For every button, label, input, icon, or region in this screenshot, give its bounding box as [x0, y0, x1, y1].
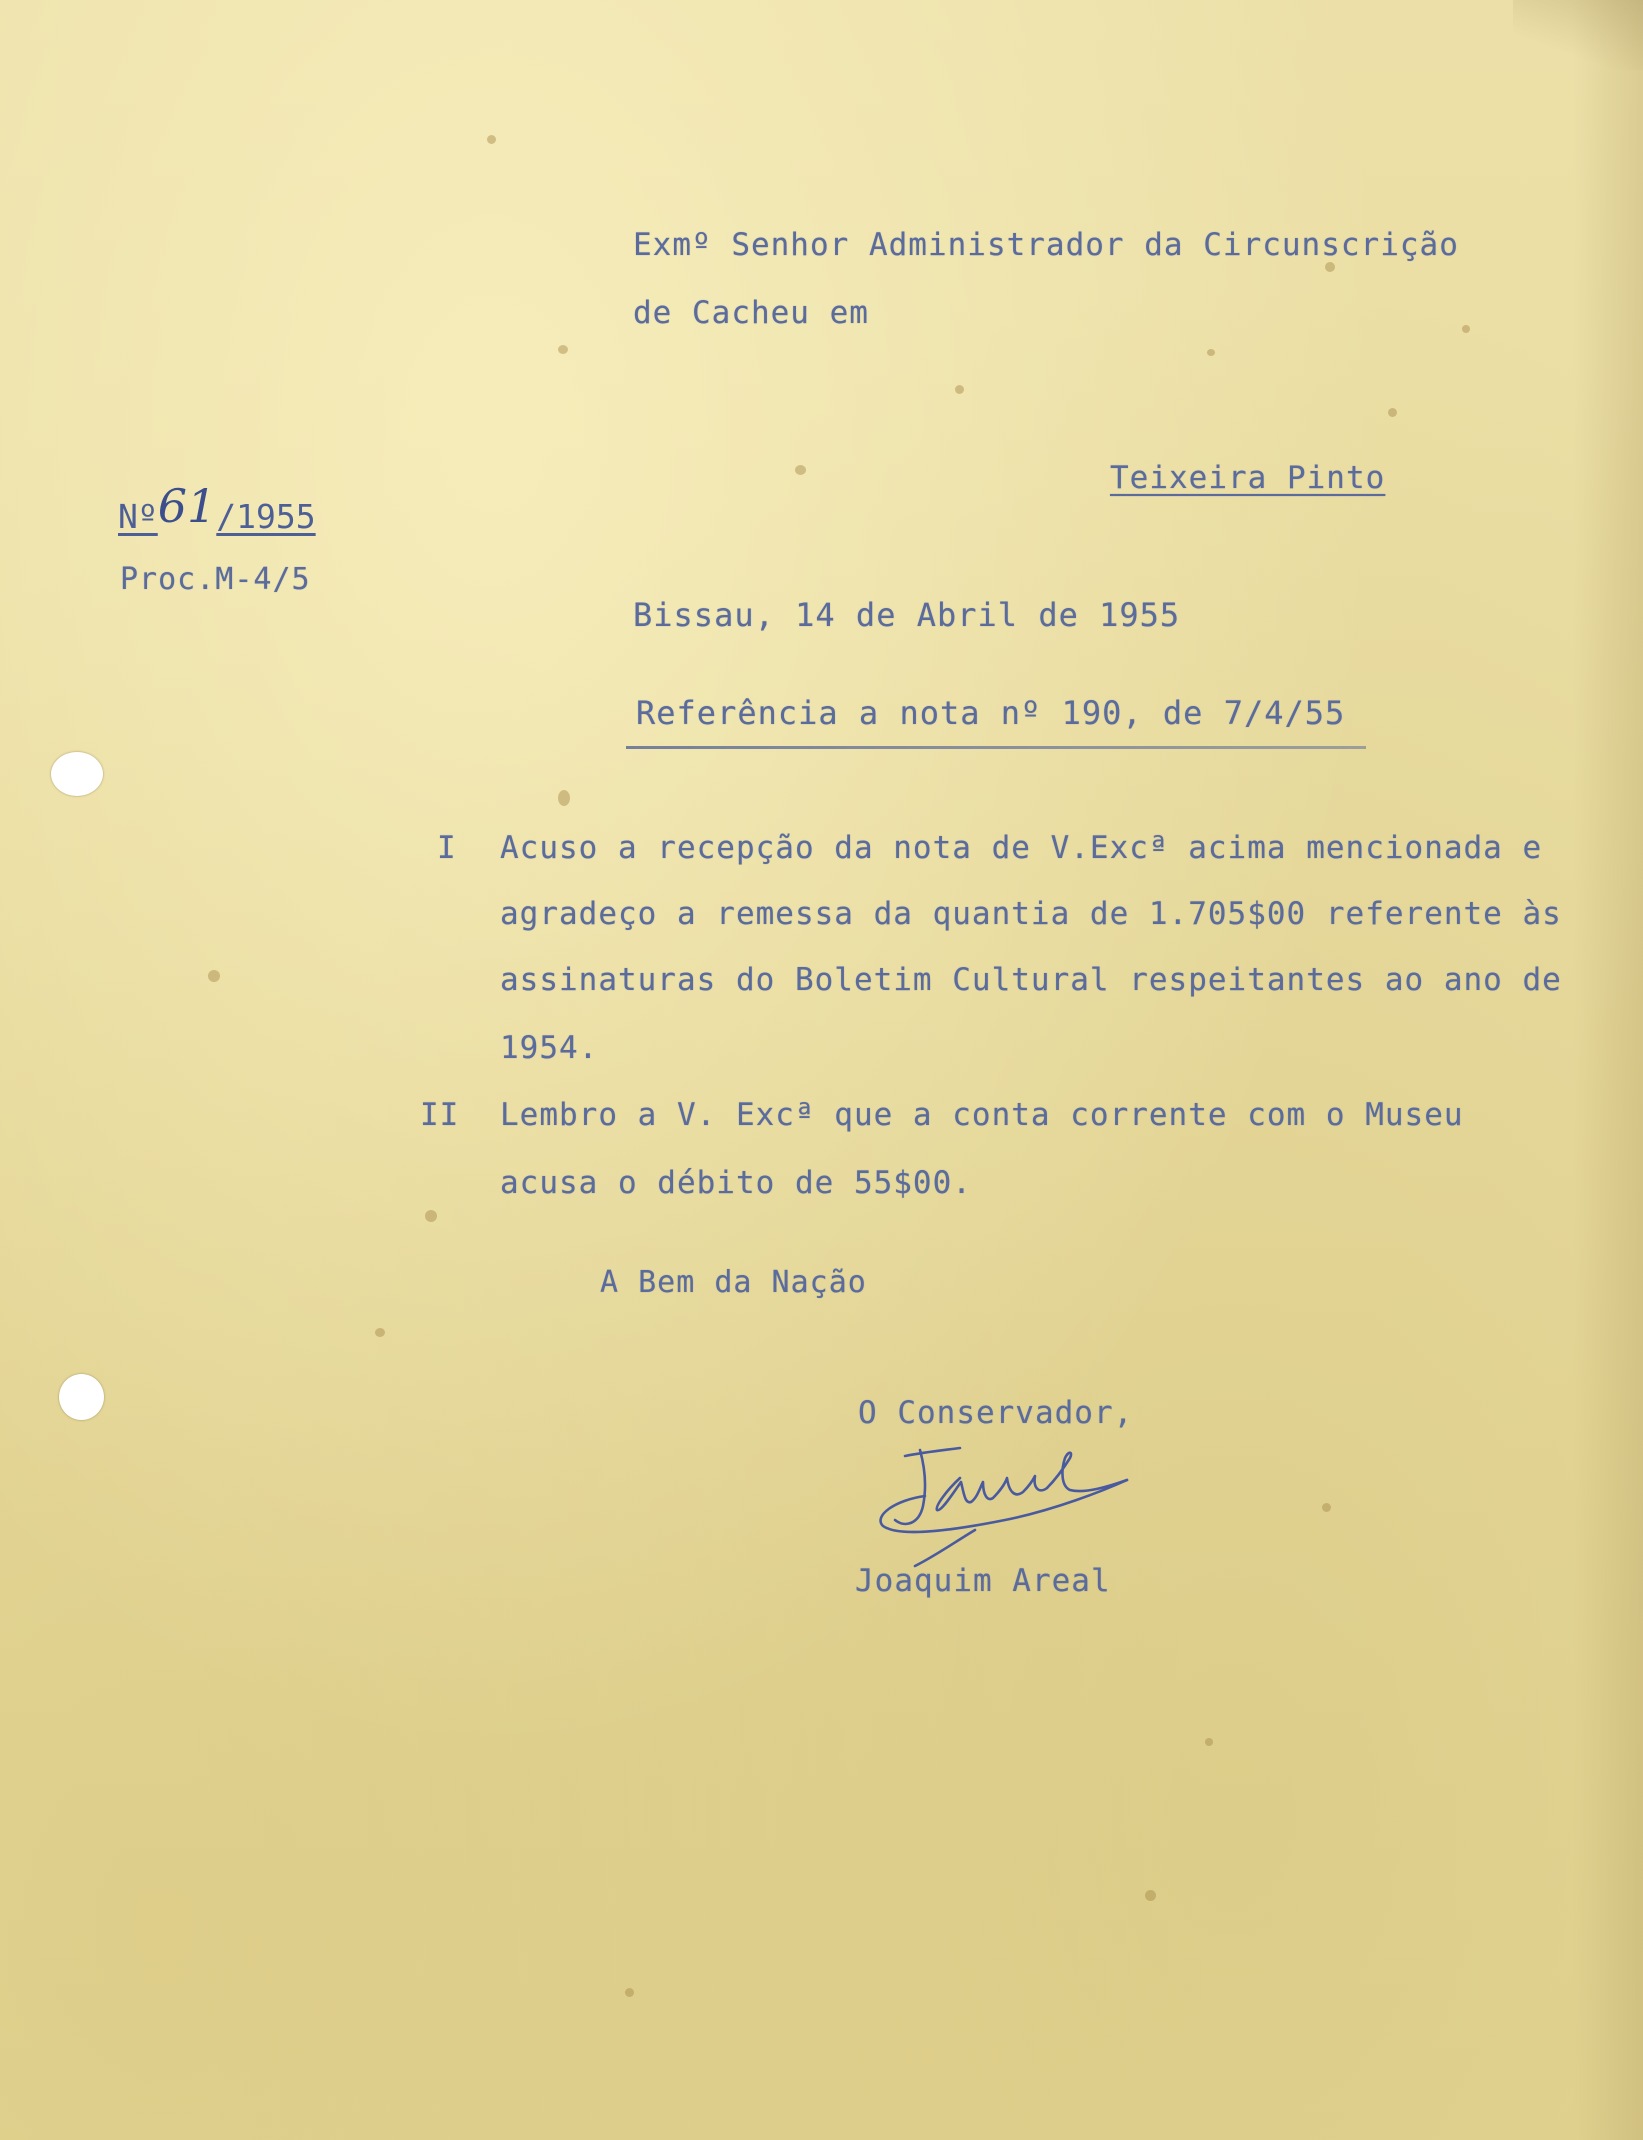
- foxing-spot: [208, 970, 220, 982]
- addressee-place: Teixeira Pinto: [1110, 460, 1386, 496]
- foxing-spot: [1145, 1890, 1156, 1901]
- document-number-handwritten: 61: [157, 479, 217, 533]
- subject-line: Referência a nota nº 190, de 7/4/55: [636, 694, 1346, 732]
- subject-underline: [626, 746, 1366, 749]
- foxing-spot: [1388, 408, 1397, 417]
- closing-salutation: A Bem da Nação: [600, 1265, 867, 1300]
- foxing-spot: [1322, 1503, 1331, 1512]
- document-number: [118, 479, 316, 539]
- punch-hole-top: [51, 752, 103, 796]
- foxing-spot: [1205, 1738, 1213, 1746]
- foxing-spot: [1462, 325, 1470, 333]
- signatory-name: Joaquim Areal: [855, 1563, 1111, 1599]
- paper-edge-shadow: [1573, 0, 1643, 2140]
- paragraph-numeral: I: [437, 830, 457, 866]
- addressee-line-2: de Cacheu em: [633, 295, 869, 331]
- handwritten-signature: [865, 1438, 1175, 1568]
- foxing-spot: [558, 790, 570, 806]
- paragraph-line: Lembro a V. Excª que a conta corrente com o Museu: [500, 1097, 1464, 1133]
- dateline: Bissau, 14 de Abril de 1955: [633, 596, 1181, 634]
- foxing-spot: [558, 345, 568, 354]
- foxing-spot: [1325, 262, 1335, 272]
- foxing-spot: [1207, 349, 1215, 356]
- paragraph-line: agradeço a remessa da quantia de 1.705$00 referente às: [500, 896, 1562, 932]
- addressee-line-1: Exmº Senhor Administrador da Circunscrição: [633, 227, 1459, 263]
- signatory-title: O Conservador,: [858, 1395, 1134, 1431]
- paper-corner-fold: [1513, 0, 1643, 70]
- punch-hole-bottom: [59, 1374, 104, 1420]
- document-number-suffix: /1955: [216, 497, 316, 536]
- foxing-spot: [795, 465, 806, 475]
- paragraph-line: assinaturas do Boletim Cultural respeitantes ao ano de: [500, 962, 1562, 998]
- paragraph-line: Acuso a recepção da nota de V.Excª acima mencionada e: [500, 830, 1543, 866]
- foxing-spot: [487, 135, 496, 144]
- paragraph-numeral: II: [420, 1097, 460, 1133]
- foxing-spot: [375, 1328, 385, 1337]
- foxing-spot: [955, 385, 964, 394]
- foxing-spot: [425, 1210, 437, 1222]
- document-number-prefix: Nº: [118, 497, 158, 536]
- process-reference: Proc.M-4/5: [120, 562, 311, 597]
- foxing-spot: [625, 1988, 634, 1997]
- paragraph-line: 1954.: [500, 1030, 599, 1066]
- paragraph-line: acusa o débito de 55$00.: [500, 1165, 972, 1201]
